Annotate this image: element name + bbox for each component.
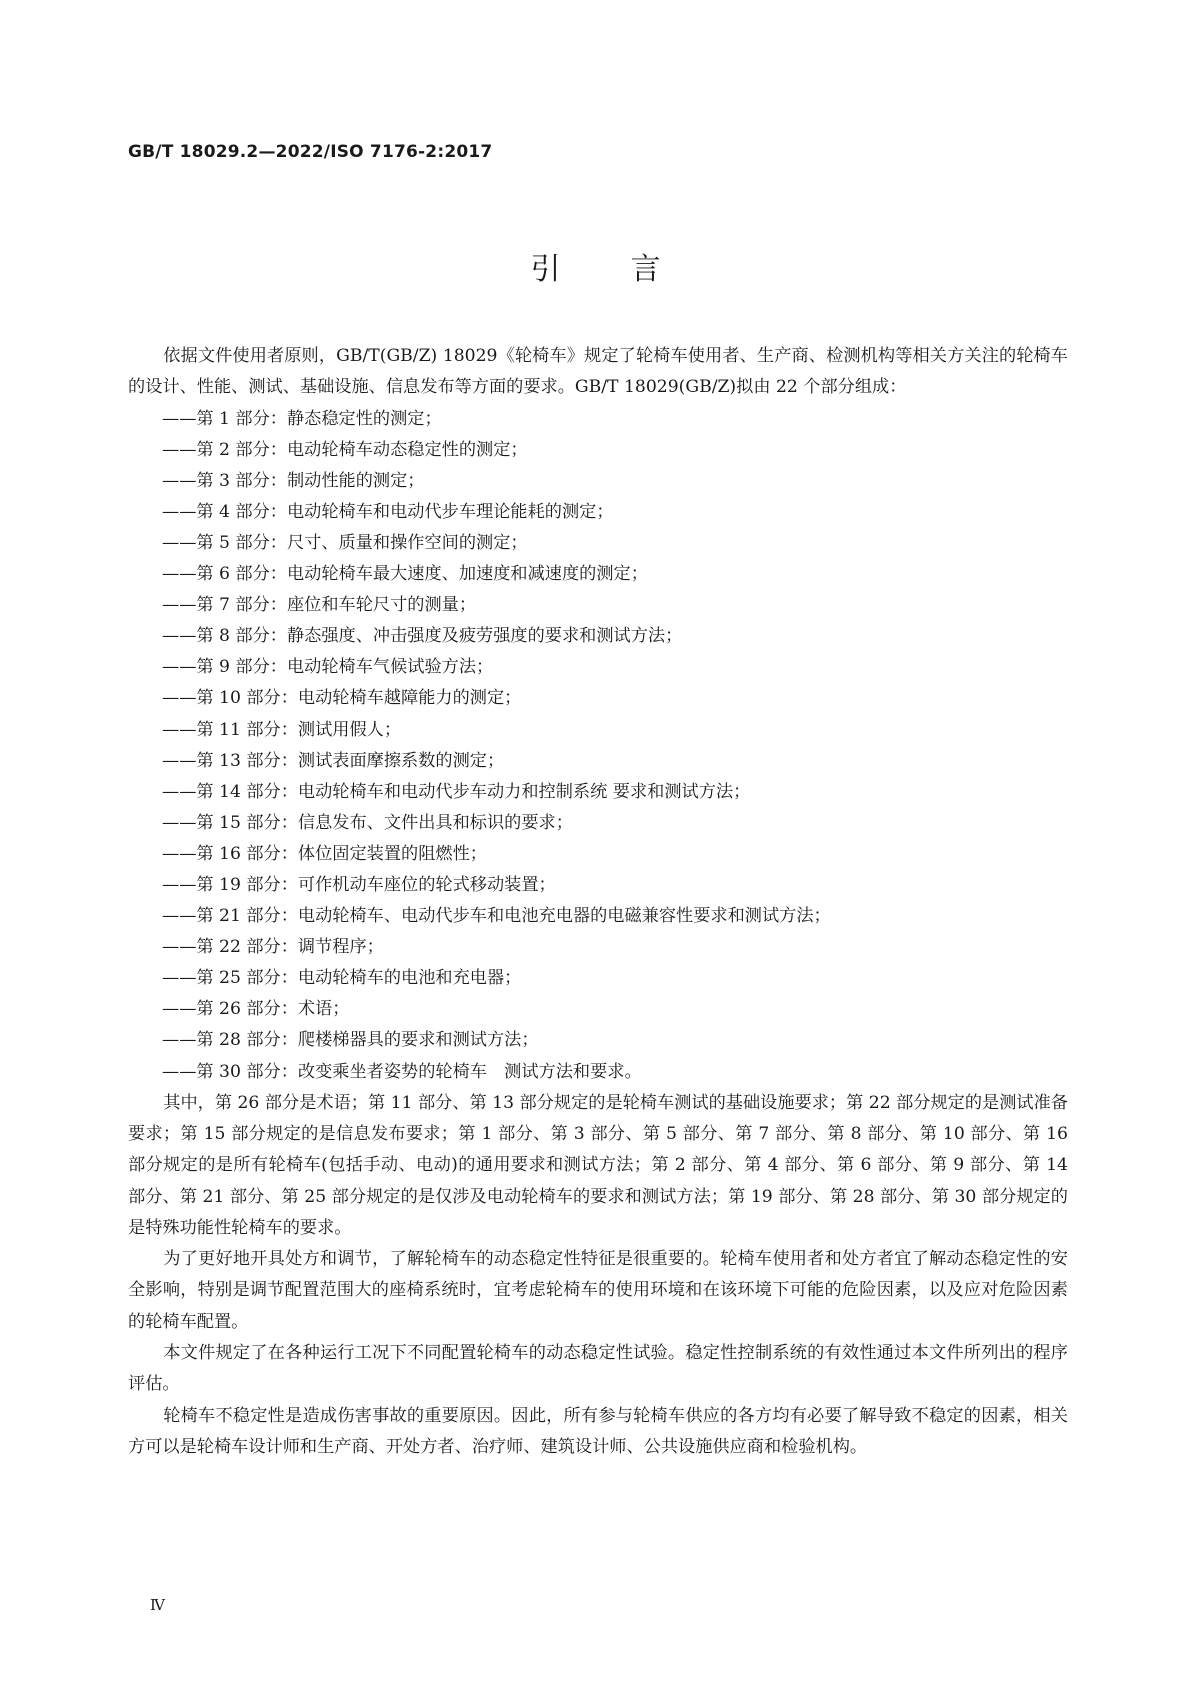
parts-list — [128, 404, 1068, 1088]
list-item: ——第 2 部分：电动轮椅车动态稳定性的测定； — [162, 439, 528, 460]
list-item: ——第 19 部分：可作机动车座位的轮式移动装置； — [162, 875, 556, 895]
list-item: ——第 26 部分：术语； — [162, 999, 350, 1020]
list-item: ——第 30 部分：改变乘坐者姿势的轮椅车 测试方法和要求。 — [162, 1061, 642, 1082]
list-item: ——第 16 部分：体位固定装置的阻燃性； — [162, 843, 487, 864]
list-item: ——第 25 部分：电动轮椅车的电池和充电器； — [162, 968, 522, 989]
list-item: ——第 6 部分：电动轮椅车最大速度、加速度和减速度的测定； — [162, 564, 648, 585]
list-item: ——第 3 部分：制动性能的测定； — [162, 470, 425, 491]
intro-paragraph: 依据文件使用者原则，GB/T(GB/Z) 18029《轮椅车》规定了轮椅车使用者、生产商、检测机构等相关方关注的轮椅车的设计、性能、测试、基础设施、信息发布等方面的要求。GB/T 18029(GB/Z)拟由 22 个部分组成： — [128, 346, 1068, 398]
scope-paragraph: 其中，第 26 部分是术语；第 11 部分、第 13 部分规定的是轮椅车测试的基础设施要求；第 22 部分规定的是测试准备要求；第 15 部分规定的是信息发布要求；第 1 部分、第 3 部分、第 5 部分、第 7 部分、第 8 部分、第 10 部分、第 16 部分规定的是所有轮椅车(包括手动、电动)的通用要求和测试方法；第 2 部分、第 4 部分、第 6 部分、第 9 部分、第 14 部分、第 21 部分、第 25 部分规定的是仅涉及电动轮椅车的要求和测试方法；第 19 部分、第 28 部分、第 30 部分规定的是特殊功能性轮椅车的要求。 — [128, 1092, 1068, 1238]
list-item: ——第 13 部分：测试表面摩擦系数的测定； — [162, 750, 505, 771]
instability-paragraph: 轮椅车不稳定性是造成伤害事故的重要原因。因此，所有参与轮椅车供应的各方均有必要了解导致不稳定的因素，相关方可以是轮椅车设计师和生产商、开处方者、治疗师、建筑设计师、公共设施供应商和检验机构。 — [128, 1405, 1068, 1457]
list-item: ——第 10 部分：电动轮椅车越障能力的测定； — [162, 688, 522, 709]
document-code: GB/T 18029.2—2022/ISO 7176-2:2017 — [128, 142, 493, 162]
page-number: Ⅳ — [150, 1596, 165, 1614]
title-char-2: 言 — [630, 252, 661, 287]
body-text — [128, 341, 1068, 1463]
section-title — [0, 244, 1191, 288]
test-paragraph: 本文件规定了在各种运行工况下不同配置轮椅车的动态稳定性试验。稳定性控制系统的有效性通过本文件所列出的程序评估。 — [128, 1343, 1068, 1395]
prescription-paragraph: 为了更好地开具处方和调节，了解轮椅车的动态稳定性特征是很重要的。轮椅车使用者和处方者宜了解动态稳定性的安全影响，特别是调节配置范围大的座椅系统时，宜考虑轮椅车的使用环境和在该环境下可能的危险因素，以及应对危险因素的轮椅车配置。 — [128, 1249, 1068, 1332]
list-item: ——第 11 部分：测试用假人； — [162, 719, 402, 740]
list-item: ——第 22 部分：调节程序； — [162, 937, 384, 958]
list-item: ——第 9 部分：电动轮椅车气候试验方法； — [162, 657, 494, 678]
list-item: ——第 28 部分：爬楼梯器具的要求和测试方法； — [162, 1030, 539, 1051]
title-char-1: 引 — [530, 252, 561, 287]
list-item: ——第 5 部分：尺寸、质量和操作空间的测定； — [162, 532, 528, 553]
list-item: ——第 1 部分：静态稳定性的测定； — [162, 408, 442, 429]
list-item: ——第 4 部分：电动轮椅车和电动代步车理论能耗的测定； — [162, 501, 614, 522]
list-item: ——第 7 部分：座位和车轮尺寸的测量； — [162, 595, 477, 616]
list-item: ——第 8 部分：静态强度、冲击强度及疲劳强度的要求和测试方法； — [162, 626, 683, 647]
list-item: ——第 15 部分：信息发布、文件出具和标识的要求； — [162, 812, 573, 833]
list-item: ——第 21 部分：电动轮椅车、电动代步车和电池充电器的电磁兼容性要求和测试方法； — [162, 906, 831, 927]
list-item: ——第 14 部分：电动轮椅车和电动代步车动力和控制系统 要求和测试方法； — [162, 781, 751, 802]
